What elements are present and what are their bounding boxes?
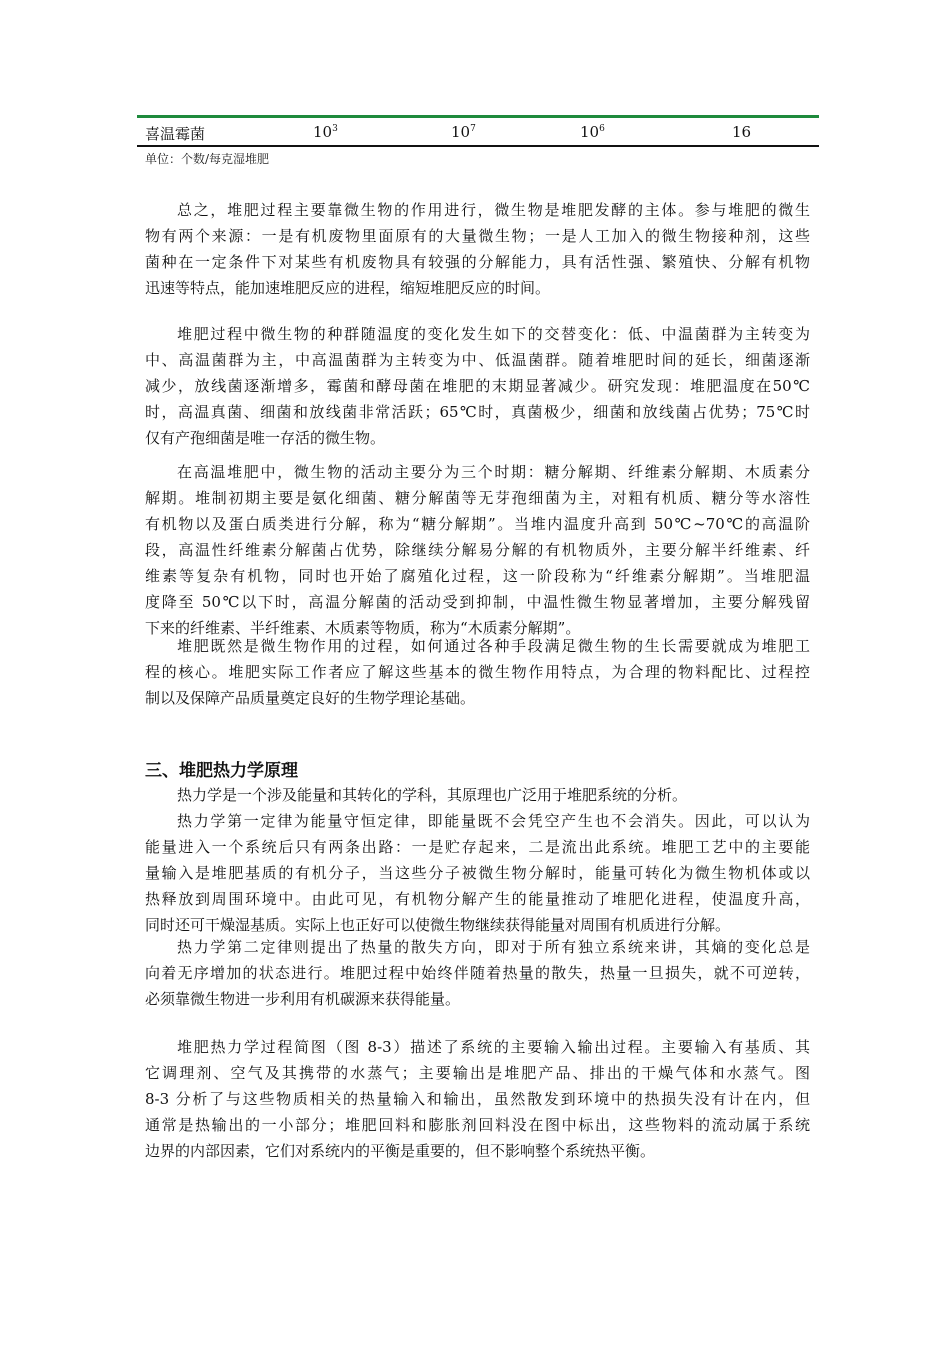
paragraph [145, 934, 810, 1012]
paragraph-line: 热力学是一个涉及能量和其转化的学科，其原理也广泛用于堆肥系统的分析。 [177, 786, 688, 804]
paragraph-line: 解期。堆制初期主要是氨化细菌、糖分解菌等无芽孢细菌为主，对粗有机质、糖分等水溶性 [145, 489, 810, 507]
paragraph-line: 堆肥过程中微生物的种群随温度的变化发生如下的交替变化：低、中温菌群为主转变为 [177, 325, 810, 343]
paragraph-line: 菌种在一定条件下对某些有机废物具有较强的分解能力，具有活性强、繁殖快、分解有机物 [145, 253, 810, 271]
paragraph-line: 热力学第二定律则提出了热量的散失方向，即对于所有独立系统来讲，其熵的变化总是 [177, 938, 810, 956]
paragraph-line: 热力学第一定律为能量守恒定律，即能量既不会凭空产生也不会消失。因此，可以认为 [177, 812, 810, 830]
table-cell-1 [313, 123, 338, 141]
paragraph [145, 197, 810, 301]
paragraph-line: 堆肥既然是微生物作用的过程，如何通过各种手段满足微生物的生长需要就成为堆肥工 [177, 637, 810, 655]
paragraph-line: 量输入是堆肥基质的有机分子，当这些分子被微生物分解时，能量可转化为微生物机体或以 [145, 864, 810, 882]
table-cell-2 [451, 123, 476, 141]
paragraph-line: 段，高温性纤维素分解菌占优势，除继续分解易分解的有机物质外，主要分解半纤维素、纤 [145, 541, 810, 559]
paragraph-line: 时，高温真菌、细菌和放线菌非常活跃；65℃时，真菌极少，细菌和放线菌占优势；75℃时 [145, 403, 810, 421]
table-cell-1-base: 10 [313, 123, 333, 141]
paragraph-line: 向着无序增加的状态进行。堆肥过程中始终伴随着热量的散失，热量一旦损失，就不可逆转， [145, 964, 810, 982]
table-cell-name: 喜温霉菌 [145, 125, 206, 143]
paragraph-line: 迅速等特点，能加速堆肥反应的进程，缩短堆肥反应的时间。 [145, 279, 551, 297]
paragraph-line: 能量进入一个系统后只有两条出路：一是贮存起来，二是流出此系统。堆肥工艺中的主要能 [145, 838, 810, 856]
paragraph-line: 仅有产孢细菌是唯一存活的微生物。 [145, 429, 386, 447]
table-cell-3-exp: 6 [599, 124, 605, 134]
paragraph-line: 它调理剂、空气及其携带的水蒸气；主要输出是堆肥产品、排出的干燥气体和水蒸气。图 [145, 1064, 810, 1082]
paragraph-line: 维素等复杂有机物，同时也开始了腐殖化过程，这一阶段称为“纤维素分解期”。当堆肥温 [145, 567, 810, 585]
paragraph-line: 有机物以及蛋白质类进行分解，称为“糖分解期”。当堆内温度升高到 50℃~70℃的高温阶 [145, 515, 810, 533]
paragraph-line: 在高温堆肥中，微生物的活动主要分为三个时期：糖分解期、纤维素分解期、木质素分 [177, 463, 810, 481]
paragraph-line: 堆肥热力学过程简图（图 8-3）描述了系统的主要输入输出过程。主要输入有基质、其 [177, 1038, 810, 1056]
paragraph-line: 通常是热输出的一小部分；堆肥回料和膨胀剂回料没在图中标出，这些物料的流动属于系统 [145, 1116, 810, 1134]
section-heading: 三、堆肥热力学原理 [145, 761, 298, 781]
paragraph [145, 808, 810, 938]
paragraph-line: 8-3 分析了与这些物质相关的热量输入和输出，虽然散发到环境中的热损失没有计在内，但 [145, 1090, 810, 1108]
paragraph-line: 程的核心。堆肥实际工作者应了解这些基本的微生物作用特点，为合理的物料配比、过程控 [145, 663, 810, 681]
table-cell-4: 16 [732, 123, 752, 141]
paragraph-line: 度降至 50℃以下时，高温分解菌的活动受到抑制，中温性微生物显著增加，主要分解残留 [145, 593, 810, 611]
microbe-table [137, 115, 819, 147]
paragraph-line: 中、高温菌群为主，中高温菌群为主转变为中、低温菌群。随着堆肥时间的延长，细菌逐渐 [145, 351, 810, 369]
table-cell-1-exp: 3 [332, 124, 338, 134]
paragraph-line: 减少，放线菌逐渐增多，霉菌和酵母菌在堆肥的末期显著减少。研究发现：堆肥温度在50℃ [145, 377, 810, 395]
paragraph [145, 1034, 810, 1164]
paragraph-line: 热释放到周围环境中。由此可见，有机物分解产生的能量推动了堆肥化进程，使温度升高， [145, 890, 810, 908]
paragraph-line: 总之，堆肥过程主要靠微生物的作用进行，微生物是堆肥发酵的主体。参与堆肥的微生 [177, 201, 810, 219]
paragraph-line: 边界的内部因素，它们对系统内的平衡是重要的，但不影响整个系统热平衡。 [145, 1142, 656, 1160]
paragraph [145, 459, 810, 641]
table-cell-2-base: 10 [451, 123, 471, 141]
paragraph-line: 同时还可干燥湿基质。实际上也正好可以使微生物继续获得能量对周围有机质进行分解。 [145, 916, 731, 934]
paragraph [145, 633, 810, 711]
paragraph-line: 必须靠微生物进一步利用有机碳源来获得能量。 [145, 990, 461, 1008]
table-unit-note: 单位：个数/每克湿堆肥 [145, 152, 270, 166]
table-cell-3 [580, 123, 605, 141]
paragraph-line: 物有两个来源：一是有机废物里面原有的大量微生物；一是人工加入的微生物接种剂，这些 [145, 227, 810, 245]
table-cell-3-base: 10 [580, 123, 600, 141]
table-bottom-rule [137, 145, 819, 147]
paragraph [145, 782, 810, 808]
table-row [137, 118, 819, 145]
table-cell-2-exp: 7 [470, 124, 476, 134]
paragraph-line: 制以及保障产品质量奠定良好的生物学理论基础。 [145, 689, 476, 707]
paragraph [145, 321, 810, 451]
paragraph-line: 下来的纤维素、半纤维素、木质素等物质，称为“木质素分解期”。 [145, 619, 581, 637]
